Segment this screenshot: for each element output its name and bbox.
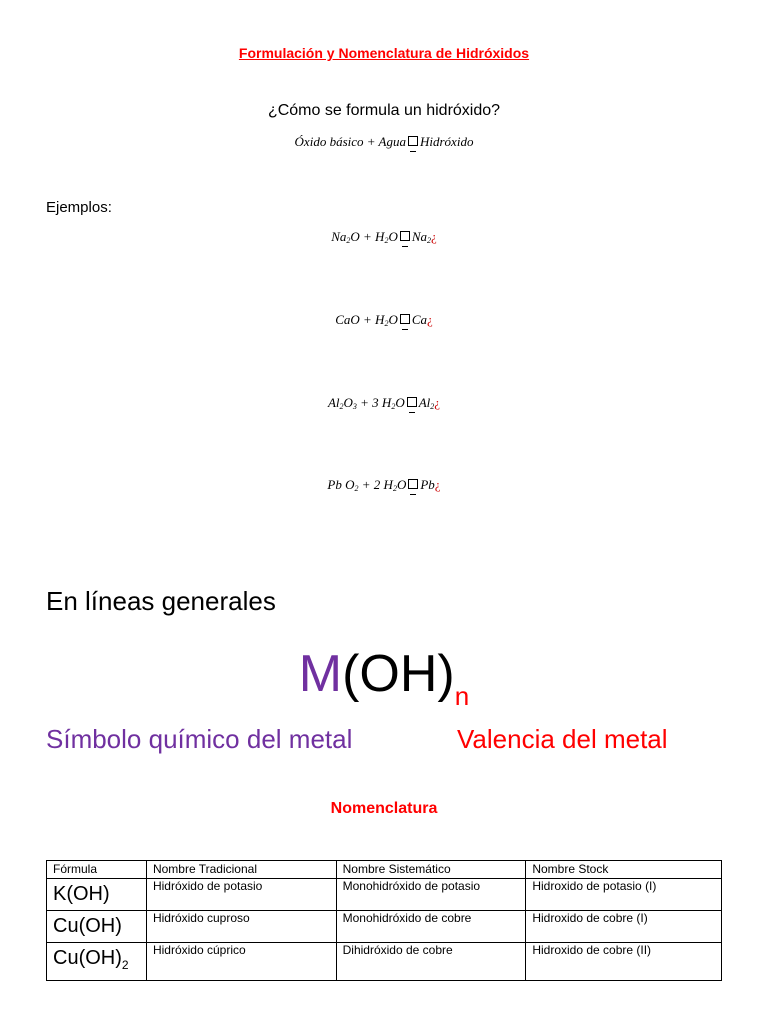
formula-group: (OH) — [342, 645, 455, 703]
general-equation — [0, 134, 768, 150]
column-header: Nombre Sistemático — [336, 861, 526, 879]
example-equation-2: CaO + $H_2O$ Ca¿ — [335, 312, 433, 328]
traditional-name-cell: Hidróxido cuproso — [146, 911, 336, 943]
formula-metal: M — [298, 645, 343, 703]
formula-subscript: n — [454, 681, 470, 711]
arrow-icon — [408, 136, 418, 146]
general-heading: En líneas generales — [46, 586, 276, 616]
page-title: Formulación y Nomenclatura de Hidróxidos — [238, 45, 530, 61]
valence-label: Valencia del metal — [457, 724, 668, 754]
example-equation-3: $Al_2O_3 + 3$ $H_2O$ $Al_2¿$ — [327, 395, 441, 411]
column-header: Nombre Tradicional — [146, 861, 336, 879]
arrow-icon — [407, 397, 417, 407]
equation-rhs: Hidróxido — [420, 134, 474, 149]
stock-name-cell: Hidroxido de potasio (I) — [526, 879, 722, 911]
systematic-name-cell: Monohidróxido de potasio — [336, 879, 526, 911]
traditional-name-cell: Hidróxido de potasio — [146, 879, 336, 911]
metal-symbol-label: Símbolo químico del metal — [46, 724, 353, 754]
table-row — [47, 911, 722, 943]
column-header: Fórmula — [47, 861, 147, 879]
general-formula — [0, 642, 768, 728]
traditional-name-cell: Hidróxido cúprico — [146, 943, 336, 981]
question-text: ¿Cómo se formula un hidróxido? — [267, 102, 501, 119]
table-row — [47, 879, 722, 911]
examples-label: Ejemplos: — [46, 199, 112, 216]
formula-cell: Cu(OH) — [47, 911, 147, 943]
column-header: Nombre Stock — [526, 861, 722, 879]
nomenclature-heading: Nomenclatura — [330, 800, 438, 817]
example-equation-4: Pb $O_2 + 2$ $H_2O$ Pb¿ — [327, 477, 441, 493]
arrow-icon — [408, 479, 418, 489]
table-header-row — [47, 861, 722, 879]
stock-name-cell: Hidroxido de cobre (II) — [526, 943, 722, 981]
systematic-name-cell: Monohidróxido de cobre — [336, 911, 526, 943]
arrow-icon — [400, 314, 410, 324]
example-equation-1: $Na_2O + H_2O$ $Na_2¿$ — [331, 229, 437, 245]
formula-cell: $Cu(OH)_2$ — [47, 943, 147, 981]
stock-name-cell: Hidroxido de cobre (I) — [526, 911, 722, 943]
nomenclature-table — [46, 860, 722, 981]
arrow-icon — [400, 231, 410, 241]
equation-lhs: Óxido básico + Agua — [294, 134, 406, 149]
table-row — [47, 943, 722, 981]
systematic-name-cell: Dihidróxido de cobre — [336, 943, 526, 981]
formula-cell: K(OH) — [47, 879, 147, 911]
